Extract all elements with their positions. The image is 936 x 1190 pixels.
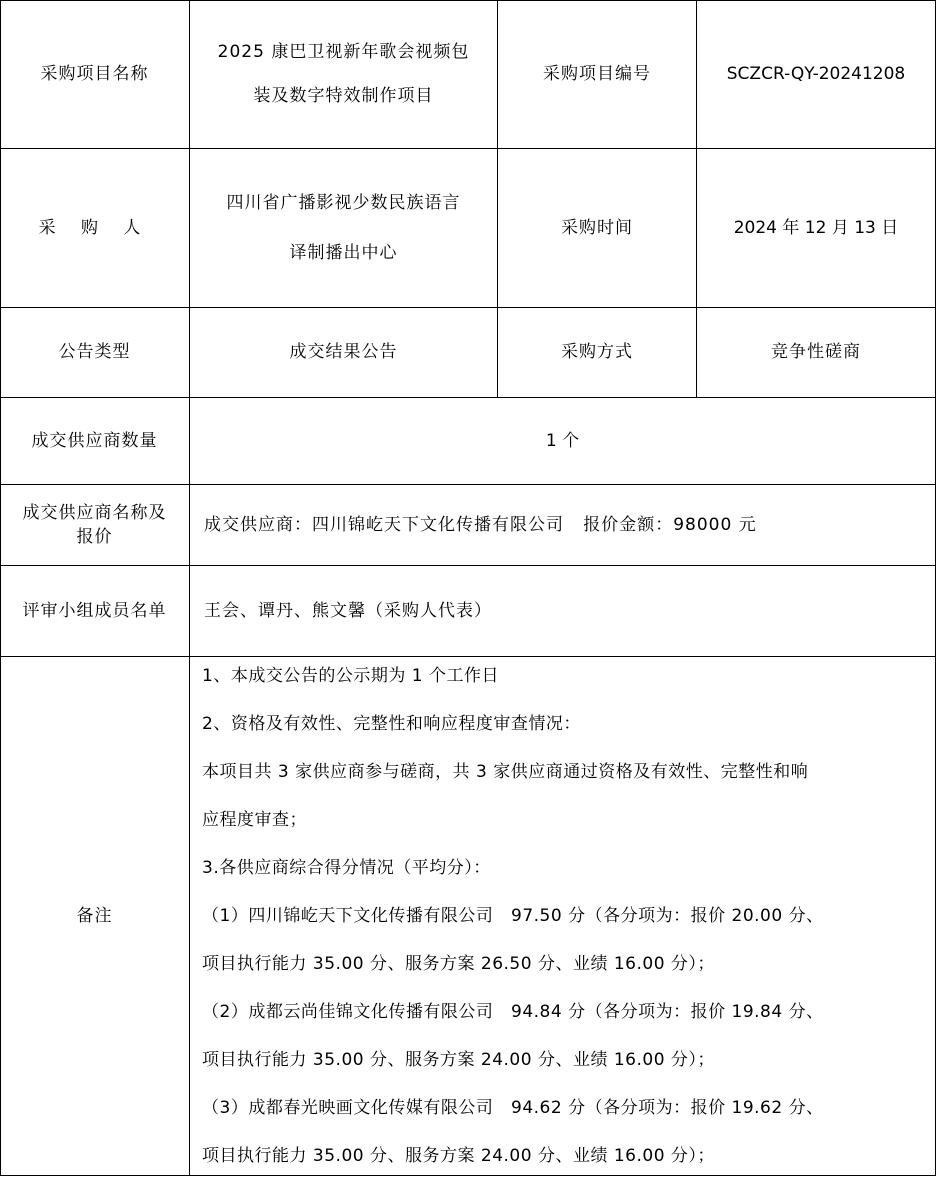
purchase-time-value: 2024 年 12 月 13 日: [733, 217, 899, 238]
remarks-line: 本项目共 3 家供应商参与磋商，共 3 家供应商通过资格及有效性、完整性和响: [202, 762, 809, 782]
remarks-content: [202, 662, 924, 1190]
review-panel-label: 评审小组成员名单: [22, 600, 167, 621]
purchase-method-label: 采购方式: [561, 342, 633, 363]
remarks-line: 1、本成交公告的公示期为 1 个工作日: [202, 666, 499, 686]
notice-type-value: 成交结果公告: [289, 342, 398, 363]
remarks-line: （1）四川锦屹天下文化传播有限公司 97.50 分（各分项为：报价 20.00 分、: [202, 906, 824, 926]
purchase-method-value: 竞争性磋商: [771, 342, 861, 363]
remarks-line: 3.各供应商综合得分情况（平均分）：: [202, 858, 491, 878]
purchaser-label: 采 购 人: [38, 217, 151, 238]
remarks-line: 项目执行能力 35.00 分、服务方案 24.00 分、业绩 16.00 分）；: [202, 1146, 715, 1166]
supplier-name-label-line: 成交供应商名称及: [22, 502, 167, 523]
notice-type-label: 公告类型: [58, 342, 131, 363]
remarks-line: 项目执行能力 35.00 分、服务方案 26.50 分、业绩 16.00 分）；: [202, 954, 715, 974]
remarks-label: 备注: [76, 905, 113, 926]
remarks-line: 2、资格及有效性、完整性和响应程度审查情况：: [202, 714, 581, 734]
supplier-name-label: [0, 485, 189, 565]
purchaser-value: [190, 149, 497, 307]
project-name-line: 装及数字特效制作项目: [253, 86, 434, 106]
project-name-value: [190, 0, 497, 148]
supplier-count-value: 1 个: [545, 430, 580, 451]
remarks-line: （2）成都云尚佳锦文化传播有限公司 94.84 分（各分项为：报价 19.84 分、: [202, 1002, 824, 1022]
project-code-label: 采购项目编号: [543, 63, 651, 84]
purchaser-line: 译制播出中心: [289, 243, 398, 263]
project-name-label: 采购项目名称: [40, 63, 149, 84]
purchaser-line: 四川省广播影视少数民族语言: [226, 192, 461, 213]
supplier-name-value: 成交供应商：四川锦屹天下文化传播有限公司 报价金额：98000 元: [204, 514, 757, 535]
review-panel-value: 王会、谭丹、熊文馨（采购人代表）: [204, 600, 492, 621]
remarks-line: 应程度审查；: [202, 810, 307, 830]
supplier-name-label-line: 报价: [76, 527, 113, 547]
project-code-value: SCZCR-QY-20241208: [726, 63, 906, 84]
remarks-line: 项目执行能力 35.00 分、服务方案 24.00 分、业绩 16.00 分）；: [202, 1050, 715, 1070]
purchase-time-label: 采购时间: [561, 217, 633, 238]
supplier-count-label: 成交供应商数量: [31, 430, 158, 451]
project-name-line: 2025 康巴卫视新年歌会视频包: [217, 41, 470, 62]
remarks-line: （3）成都春光映画文化传媒有限公司 94.62 分（各分项为：报价 19.62 分、: [202, 1098, 824, 1118]
